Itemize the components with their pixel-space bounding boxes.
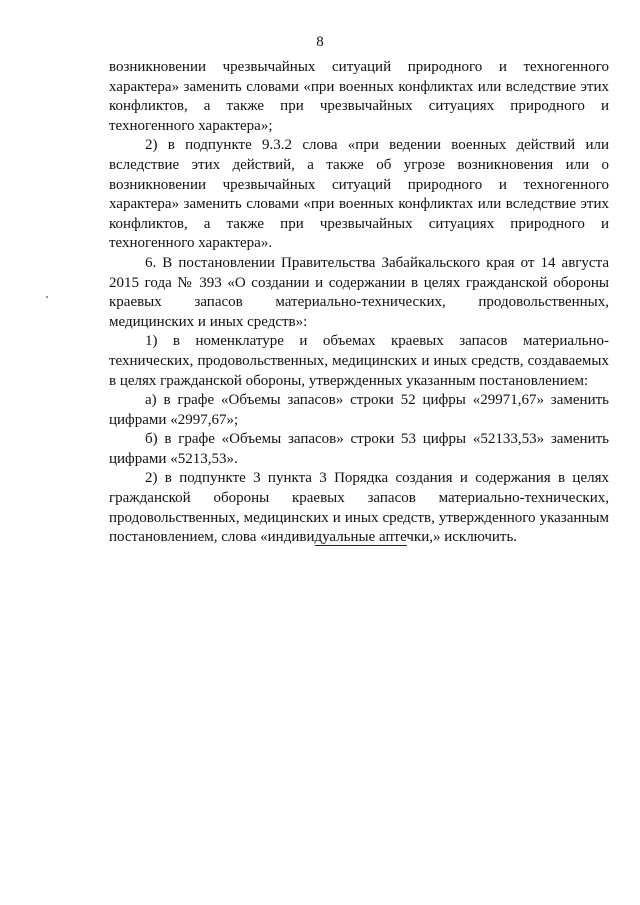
paragraph-continuation: возникновении чрезвычайных ситуаций природного и техногенного характера» заменить словами «при военных конфликтах или вследствие этих конфликтов, а также при чрезвычайных ситуациях природного и техногенного характера»; xyxy=(109,59,609,134)
paragraph-subitem-2-final: 2) в подпункте 3 пункта 3 Порядка создания и содержания в целях гражданской обороны краевых запасов материально-технических, продовольственных, медицинских и иных средств, утвержденного указанным постановлением, слова «индивидуальные аптечки,» исключить. xyxy=(109,470,609,546)
document-body xyxy=(109,58,609,548)
page-number: 8 xyxy=(316,34,324,50)
paragraph-item-6: 6. В постановлении Правительства Забайкальского края от 14 августа 2015 года № 393 «О создании и содержании в целях гражданской обороны краевых запасов материально-технических, продовольственных, медицинских и иных средств»: xyxy=(109,254,609,330)
paragraph-subitem-a: а) в графе «Объемы запасов» строки 52 цифры «29971,67» заменить цифрами «2997,67»; xyxy=(109,392,609,428)
paragraph-subitem-1: 1) в номенклатуре и объемах краевых запасов материально-технических, продовольственных, медицинских и иных средств, создаваемых в целях гражданской обороны, утвержденных указанным постановлением: xyxy=(109,333,609,389)
paragraph-subitem-b: б) в графе «Объемы запасов» строки 53 цифры «52133,53» заменить цифрами «5213,53». xyxy=(109,431,609,467)
scan-speck xyxy=(46,296,48,298)
paragraph-subitem-2: 2) в подпункте 9.3.2 слова «при ведении военных действий или вследствие этих действий, а также об угрозе возникновения или о возникновении чрезвычайных ситуаций природного и техногенного характера» заменить словами «при военных конфликтах или вследствие этих конфликтов, а также при чрезвычайных ситуациях природного и техногенного характера». xyxy=(109,137,609,252)
end-of-document-rule xyxy=(315,545,407,546)
